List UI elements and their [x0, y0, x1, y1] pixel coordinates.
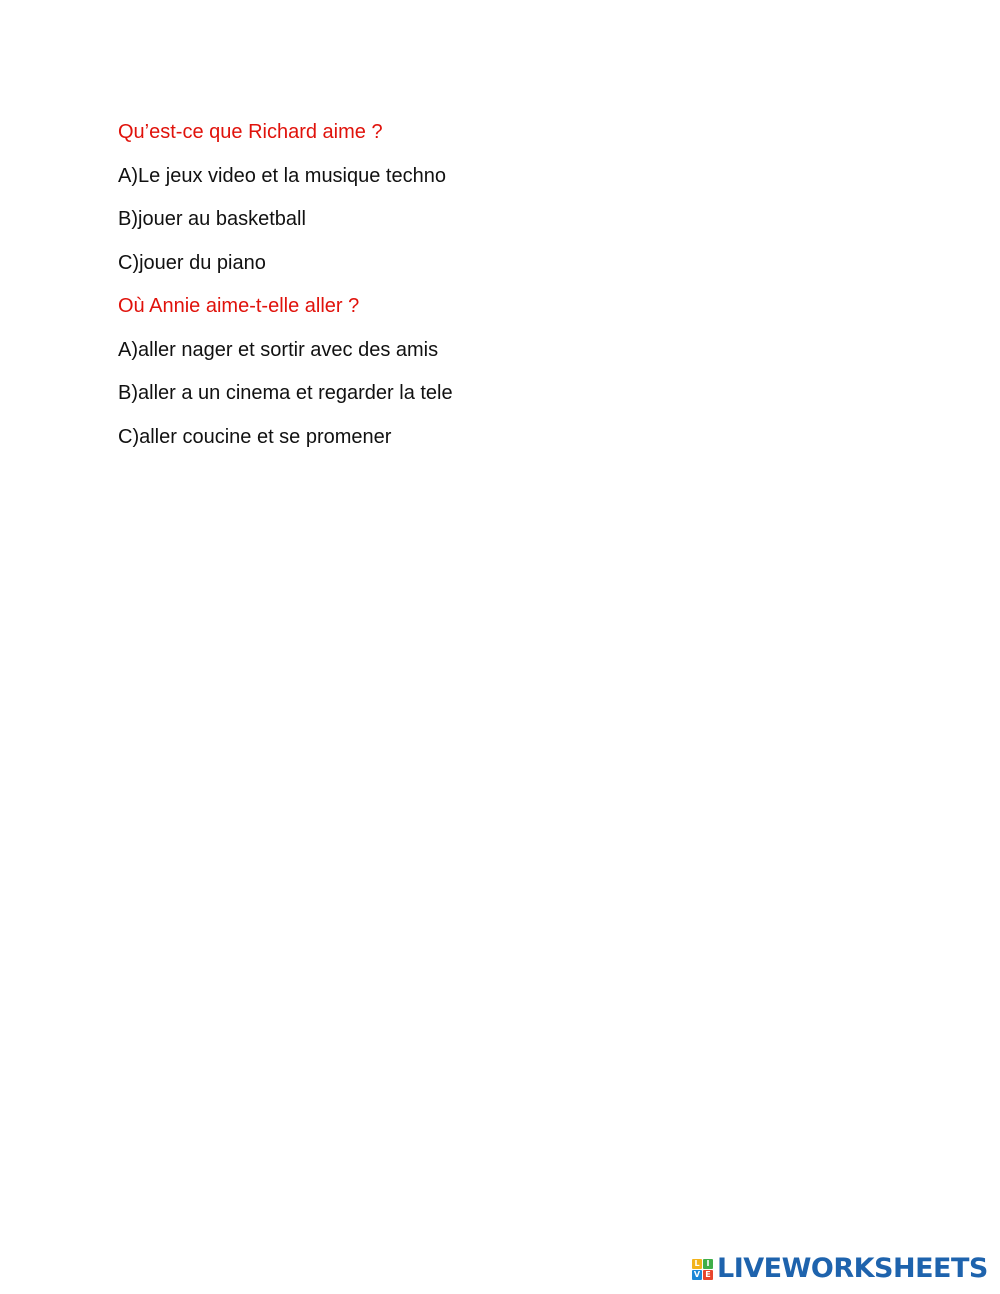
worksheet [118, 118, 878, 466]
brand-name: LIVEWORKSHEETS [717, 1253, 988, 1284]
answer-option-1a[interactable]: A)Le jeux video et la musique techno [118, 164, 446, 187]
logo-tile-i: I [703, 1259, 713, 1269]
question-1: Qu’est-ce que Richard aime ? [118, 121, 383, 143]
logo-tile-v: V [693, 1269, 701, 1279]
answer-option-2a[interactable]: A)aller nager et sortir avec des amis [118, 338, 439, 361]
answer-option-1c[interactable]: C)jouer du piano [118, 251, 266, 274]
liveworksheets-logo [692, 1254, 988, 1284]
answer-option-2b[interactable]: B)aller a un cinema et regarder la tele [118, 382, 453, 404]
logo-tile-l: L [692, 1259, 702, 1269]
answer-option-2c[interactable]: C)aller coucine et se promener [118, 425, 392, 448]
question-block-1 [118, 118, 878, 277]
answer-option-1b[interactable]: B)jouer au basketball [118, 208, 306, 230]
liveworksheets-logo-icon [692, 1259, 713, 1280]
question-block-2 [118, 292, 878, 451]
logo-tile-e: E [703, 1270, 713, 1280]
question-2: Où Annie aime-t-elle aller ? [118, 295, 360, 317]
